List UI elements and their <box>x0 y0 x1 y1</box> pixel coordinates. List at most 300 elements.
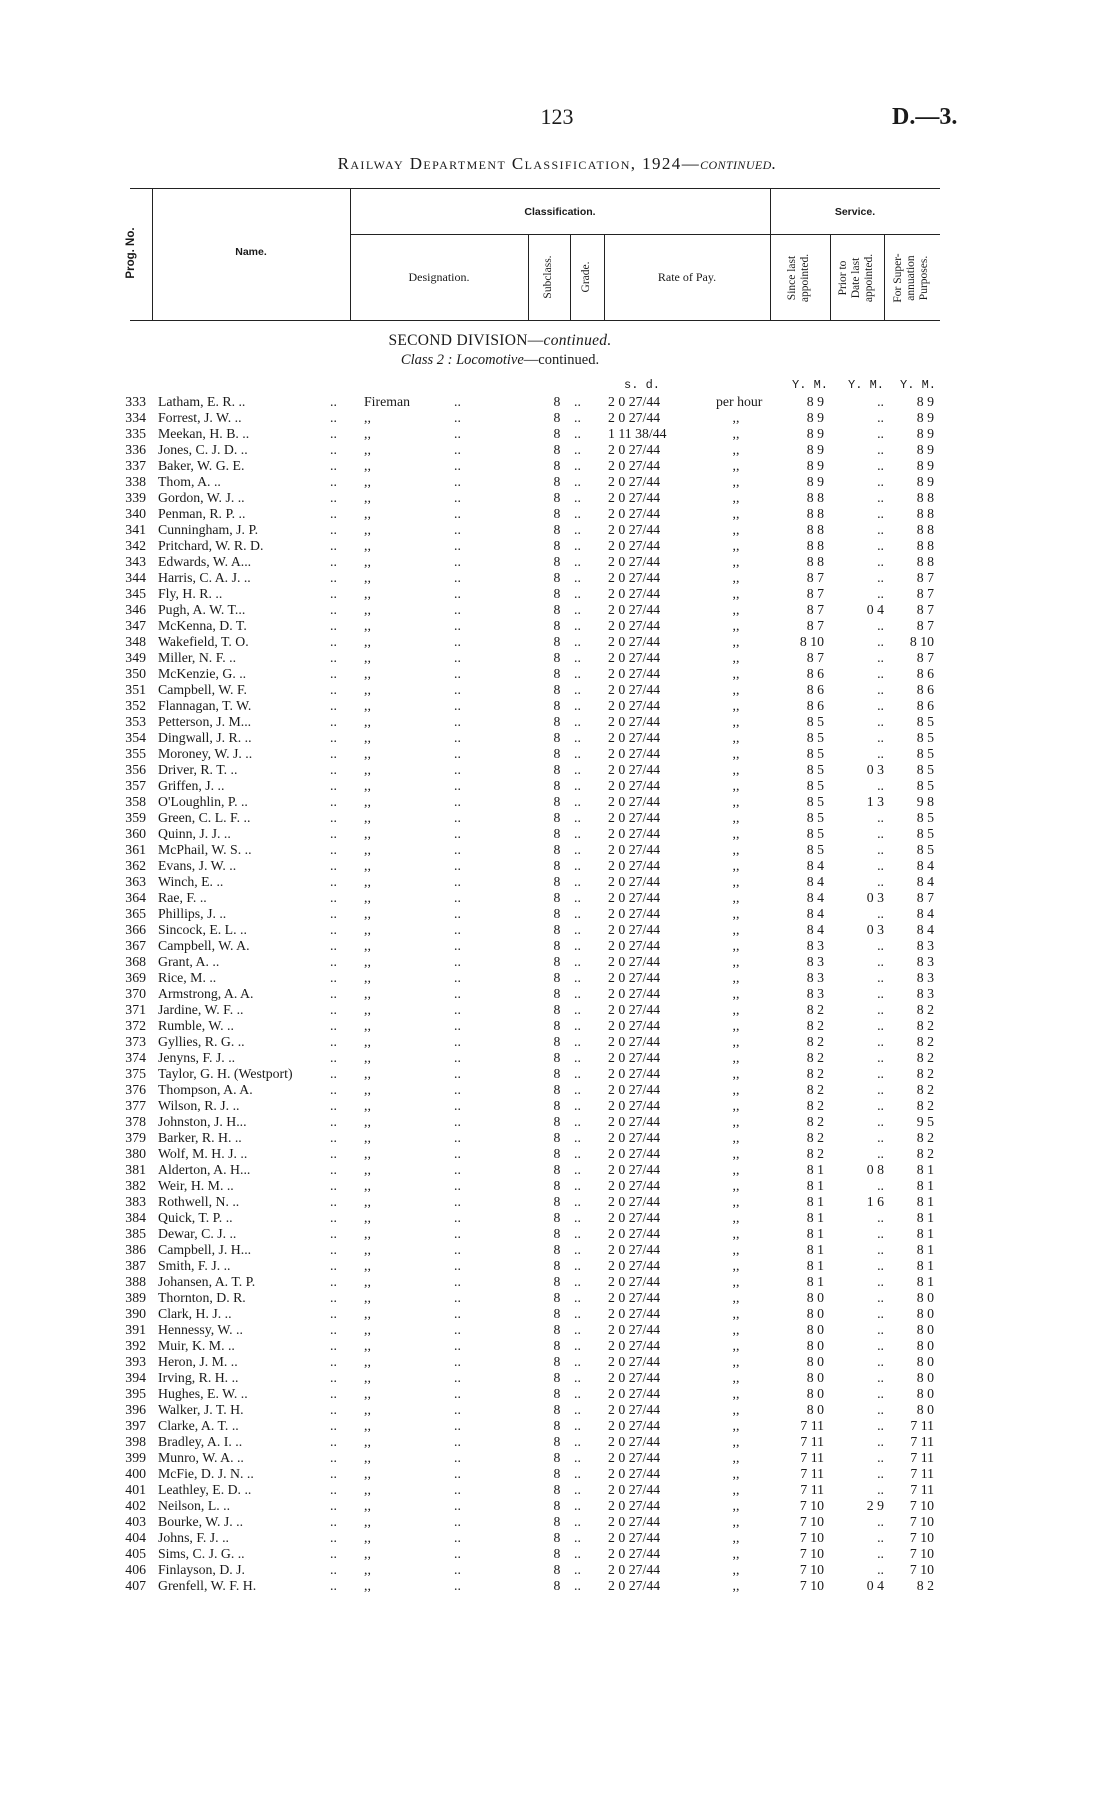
leader-dots: .. <box>330 426 337 441</box>
table-row <box>0 858 1114 874</box>
leader-dots: .. <box>454 762 461 777</box>
table-row <box>0 874 1114 890</box>
service-since-last: 8 2 <box>806 1050 824 1065</box>
subclass: 8 <box>553 1242 561 1257</box>
leader-dots: .. <box>454 1050 461 1065</box>
leader-dots: .. <box>574 906 581 921</box>
designation: Fireman <box>364 394 410 409</box>
employee-name: Dewar, C. J. .. <box>158 1226 237 1241</box>
rate-period: ,, <box>732 1546 740 1561</box>
designation: ,, <box>364 842 371 857</box>
service-prior: .. <box>877 1226 884 1241</box>
designation: ,, <box>364 1210 371 1225</box>
service-prior: .. <box>877 570 884 585</box>
row-number: 369 <box>125 970 146 985</box>
designation: ,, <box>364 1050 371 1065</box>
rate-of-pay: 2 0 27/44 <box>608 1210 661 1225</box>
service-prior: .. <box>877 938 884 953</box>
table-row <box>0 826 1114 842</box>
service-prior: 1 6 <box>866 1194 884 1209</box>
header-prior-to-date: Prior to Date last appointed. <box>837 253 875 303</box>
leader-dots: .. <box>330 810 337 825</box>
employee-name: O'Loughlin, P. .. <box>158 794 248 809</box>
leader-dots: .. <box>330 1258 337 1273</box>
leader-dots: .. <box>574 970 581 985</box>
rate-period: ,, <box>732 922 740 937</box>
row-number: 342 <box>125 538 146 553</box>
rate-of-pay: 2 0 27/44 <box>608 730 661 745</box>
designation: ,, <box>364 874 371 889</box>
subclass: 8 <box>553 394 561 409</box>
leader-dots: .. <box>574 1514 581 1529</box>
rate-period: ,, <box>732 1434 740 1449</box>
row-number: 352 <box>125 698 146 713</box>
leader-dots: .. <box>454 1162 461 1177</box>
row-number: 389 <box>125 1290 146 1305</box>
service-superannuation: 9 5 <box>916 1114 934 1129</box>
subclass: 8 <box>553 1146 561 1161</box>
service-prior: .. <box>877 1274 884 1289</box>
rate-of-pay: 2 0 27/44 <box>608 1226 661 1241</box>
row-number: 356 <box>125 762 146 777</box>
rate-of-pay: 2 0 27/44 <box>608 410 661 425</box>
employee-name: Johansen, A. T. P. <box>158 1274 256 1289</box>
leader-dots: .. <box>574 458 581 473</box>
rate-period: ,, <box>732 1322 740 1337</box>
leader-dots: .. <box>454 458 461 473</box>
leader-dots: .. <box>574 554 581 569</box>
leader-dots: .. <box>330 986 337 1001</box>
designation: ,, <box>364 1290 371 1305</box>
rate-of-pay: 2 0 27/44 <box>608 1434 661 1449</box>
leader-dots: .. <box>454 1418 461 1433</box>
table-row <box>0 506 1114 522</box>
row-number: 393 <box>125 1354 146 1369</box>
leader-dots: .. <box>454 1482 461 1497</box>
service-prior: .. <box>877 778 884 793</box>
designation: ,, <box>364 506 371 521</box>
designation: ,, <box>364 1258 371 1273</box>
service-superannuation: 8 7 <box>916 650 934 665</box>
table-row <box>0 698 1114 714</box>
service-prior: .. <box>877 1386 884 1401</box>
rate-period: ,, <box>732 522 740 537</box>
leader-dots: .. <box>454 810 461 825</box>
leader-dots: .. <box>454 490 461 505</box>
running-title <box>0 154 1114 174</box>
service-since-last: 8 4 <box>806 858 824 873</box>
subclass: 8 <box>553 890 561 905</box>
row-number: 388 <box>125 1274 146 1289</box>
leader-dots: .. <box>574 874 581 889</box>
service-since-last: 7 10 <box>799 1562 824 1577</box>
table-row <box>0 714 1114 730</box>
service-since-last: 7 11 <box>800 1434 824 1449</box>
rate-of-pay: 2 0 27/44 <box>608 826 661 841</box>
leader-dots: .. <box>454 778 461 793</box>
service-since-last: 8 9 <box>806 474 824 489</box>
rate-of-pay: 2 0 27/44 <box>608 922 661 937</box>
designation: ,, <box>364 1274 371 1289</box>
designation: ,, <box>364 1450 371 1465</box>
table-row <box>0 618 1114 634</box>
leader-dots: .. <box>454 1002 461 1017</box>
service-prior: .. <box>877 858 884 873</box>
service-prior: .. <box>877 618 884 633</box>
subclass: 8 <box>553 1018 561 1033</box>
leader-dots: .. <box>574 1322 581 1337</box>
employee-name: Gordon, W. J. .. <box>158 490 245 505</box>
table-row <box>0 1146 1114 1162</box>
leader-dots: .. <box>330 714 337 729</box>
service-prior: .. <box>877 1482 884 1497</box>
table-row <box>0 1274 1114 1290</box>
subclass: 8 <box>553 1530 561 1545</box>
service-since-last: 8 9 <box>806 458 824 473</box>
designation: ,, <box>364 746 371 761</box>
employee-name: Pugh, A. W. T... <box>158 602 246 617</box>
table-row <box>0 474 1114 490</box>
rate-of-pay: 2 0 27/44 <box>608 682 661 697</box>
rate-of-pay: 2 0 27/44 <box>608 1450 661 1465</box>
leader-dots: .. <box>454 1226 461 1241</box>
service-superannuation: 7 10 <box>909 1498 934 1513</box>
service-since-last: 8 7 <box>806 586 824 601</box>
service-since-last: 8 0 <box>806 1338 824 1353</box>
employee-name: Muir, K. M. .. <box>158 1338 235 1353</box>
leader-dots: .. <box>330 1466 337 1481</box>
service-superannuation: 8 8 <box>916 522 934 537</box>
subclass: 8 <box>553 1098 561 1113</box>
employee-name: Finlayson, D. J. <box>158 1562 246 1577</box>
leader-dots: .. <box>330 538 337 553</box>
rate-period: ,, <box>732 650 740 665</box>
service-prior: .. <box>877 1354 884 1369</box>
leader-dots: .. <box>574 1034 581 1049</box>
row-number: 367 <box>125 938 146 953</box>
service-superannuation: 8 2 <box>916 1146 934 1161</box>
leader-dots: .. <box>574 1210 581 1225</box>
leader-dots: .. <box>330 1146 337 1161</box>
leader-dots: .. <box>330 1482 337 1497</box>
service-prior: .. <box>877 426 884 441</box>
row-number: 339 <box>125 490 146 505</box>
service-superannuation: 8 6 <box>916 666 934 681</box>
rate-period: ,, <box>732 794 740 809</box>
row-number: 333 <box>125 394 146 409</box>
table-row <box>0 1498 1114 1514</box>
employee-name: Quick, T. P. .. <box>158 1210 233 1225</box>
employee-name: Irving, R. H. .. <box>158 1370 239 1385</box>
table-row <box>0 1178 1114 1194</box>
rate-of-pay: 2 0 27/44 <box>608 506 661 521</box>
service-prior: .. <box>877 1450 884 1465</box>
units-rate: s. d. <box>624 378 661 392</box>
service-prior: .. <box>877 1114 884 1129</box>
subclass: 8 <box>553 714 561 729</box>
employee-name: Rae, F. .. <box>158 890 207 905</box>
table-row <box>0 1162 1114 1178</box>
leader-dots: .. <box>330 954 337 969</box>
rate-period: ,, <box>732 586 740 601</box>
subclass: 8 <box>553 1002 561 1017</box>
class-heading <box>300 352 700 369</box>
rate-period: ,, <box>732 1098 740 1113</box>
service-prior: .. <box>877 666 884 681</box>
employee-name: Campbell, J. H... <box>158 1242 252 1257</box>
rate-of-pay: 2 0 27/44 <box>608 1162 661 1177</box>
leader-dots: .. <box>574 730 581 745</box>
rate-period: ,, <box>732 810 740 825</box>
service-since-last: 8 9 <box>806 442 824 457</box>
employee-name: Flannagan, T. W. <box>158 698 252 713</box>
service-prior: .. <box>877 1034 884 1049</box>
leader-dots: .. <box>454 394 461 409</box>
table-row <box>0 1050 1114 1066</box>
rate-period: ,, <box>732 1130 740 1145</box>
row-number: 397 <box>125 1418 146 1433</box>
leader-dots: .. <box>454 1082 461 1097</box>
designation: ,, <box>364 1178 371 1193</box>
row-number: 371 <box>125 1002 146 1017</box>
rate-period: ,, <box>732 554 740 569</box>
service-since-last: 8 2 <box>806 1018 824 1033</box>
designation: ,, <box>364 554 371 569</box>
table-row <box>0 1466 1114 1482</box>
leader-dots: .. <box>574 394 581 409</box>
leader-dots: .. <box>574 1562 581 1577</box>
employee-name: Gyllies, R. G. .. <box>158 1034 245 1049</box>
rate-period: ,, <box>732 1050 740 1065</box>
service-since-last: 8 2 <box>806 1146 824 1161</box>
employee-name: Jardine, W. F. .. <box>158 1002 244 1017</box>
leader-dots: .. <box>454 442 461 457</box>
leader-dots: .. <box>330 1498 337 1513</box>
leader-dots: .. <box>454 586 461 601</box>
leader-dots: .. <box>574 986 581 1001</box>
leader-dots: .. <box>454 1274 461 1289</box>
leader-dots: .. <box>574 1050 581 1065</box>
leader-dots: .. <box>574 938 581 953</box>
table-row <box>0 538 1114 554</box>
leader-dots: .. <box>330 1178 337 1193</box>
leader-dots: .. <box>454 1338 461 1353</box>
employee-name: Cunningham, J. P. <box>158 522 259 537</box>
leader-dots: .. <box>574 714 581 729</box>
rate-period: ,, <box>732 1306 740 1321</box>
service-since-last: 7 10 <box>799 1546 824 1561</box>
employee-name: Thom, A. .. <box>158 474 221 489</box>
service-prior: 0 3 <box>866 762 884 777</box>
leader-dots: .. <box>454 618 461 633</box>
rate-period: ,, <box>732 1194 740 1209</box>
leader-dots: .. <box>454 1114 461 1129</box>
rate-of-pay: 2 0 27/44 <box>608 1354 661 1369</box>
table-row <box>0 1290 1114 1306</box>
rate-period: ,, <box>732 1514 740 1529</box>
subclass: 8 <box>553 410 561 425</box>
header-rate-of-pay: Rate of Pay. <box>657 270 717 284</box>
subclass: 8 <box>553 1418 561 1433</box>
service-since-last: 8 5 <box>806 762 824 777</box>
row-number: 340 <box>125 506 146 521</box>
subclass: 8 <box>553 1130 561 1145</box>
leader-dots: .. <box>454 1290 461 1305</box>
subclass: 8 <box>553 618 561 633</box>
service-superannuation: 8 4 <box>916 922 934 937</box>
leader-dots: .. <box>454 1370 461 1385</box>
service-superannuation: 8 2 <box>916 1002 934 1017</box>
row-number: 405 <box>125 1546 146 1561</box>
leader-dots: .. <box>330 602 337 617</box>
service-superannuation: 8 5 <box>916 714 934 729</box>
employee-name: Taylor, G. H. (Westport) <box>158 1066 293 1081</box>
rate-period: ,, <box>732 1114 740 1129</box>
employee-name: Sims, C. J. G. .. <box>158 1546 245 1561</box>
row-number: 351 <box>125 682 146 697</box>
designation: ,, <box>364 1306 371 1321</box>
rate-of-pay: 2 0 27/44 <box>608 1194 661 1209</box>
employee-name: Harris, C. A. J. .. <box>158 570 251 585</box>
service-prior: .. <box>877 1146 884 1161</box>
rate-of-pay: 2 0 27/44 <box>608 634 661 649</box>
employee-name: Penman, R. P. .. <box>158 506 246 521</box>
leader-dots: .. <box>330 730 337 745</box>
service-prior: .. <box>877 1290 884 1305</box>
rate-period: ,, <box>732 1210 740 1225</box>
row-number: 407 <box>125 1578 146 1593</box>
service-superannuation: 8 9 <box>916 458 934 473</box>
table-row <box>0 1450 1114 1466</box>
rate-of-pay: 2 0 27/44 <box>608 1482 661 1497</box>
leader-dots: .. <box>454 554 461 569</box>
service-since-last: 8 1 <box>806 1258 824 1273</box>
service-since-last: 8 3 <box>806 954 824 969</box>
table-row <box>0 394 1114 410</box>
leader-dots: .. <box>454 666 461 681</box>
leader-dots: .. <box>330 778 337 793</box>
table-row <box>0 890 1114 906</box>
subclass: 8 <box>553 1066 561 1081</box>
table-row <box>0 794 1114 810</box>
service-superannuation: 9 8 <box>916 794 934 809</box>
service-since-last: 8 10 <box>799 634 824 649</box>
service-since-last: 8 8 <box>806 490 824 505</box>
subclass: 8 <box>553 682 561 697</box>
rate-of-pay: 2 0 27/44 <box>608 1114 661 1129</box>
leader-dots: .. <box>330 1434 337 1449</box>
header-vline-designation <box>528 234 529 320</box>
subclass: 8 <box>553 474 561 489</box>
leader-dots: .. <box>330 618 337 633</box>
rate-of-pay: 2 0 27/44 <box>608 1562 661 1577</box>
rate-period: ,, <box>732 1354 740 1369</box>
table-row <box>0 1034 1114 1050</box>
rate-period: ,, <box>732 1498 740 1513</box>
service-prior: .. <box>877 490 884 505</box>
leader-dots: .. <box>574 1434 581 1449</box>
service-prior: .. <box>877 810 884 825</box>
service-since-last: 8 0 <box>806 1290 824 1305</box>
employee-name: Driver, R. T. .. <box>158 762 238 777</box>
table-row <box>0 442 1114 458</box>
leader-dots: .. <box>574 1018 581 1033</box>
employee-name: Grenfell, W. F. H. <box>158 1578 257 1593</box>
employee-name: Winch, E. .. <box>158 874 224 889</box>
row-number: 357 <box>125 778 146 793</box>
leader-dots: .. <box>454 842 461 857</box>
leader-dots: .. <box>330 634 337 649</box>
row-number: 395 <box>125 1386 146 1401</box>
table-row <box>0 1434 1114 1450</box>
service-prior: .. <box>877 906 884 921</box>
table-row <box>0 458 1114 474</box>
leader-dots: .. <box>330 1114 337 1129</box>
table-row <box>0 682 1114 698</box>
leader-dots: .. <box>454 538 461 553</box>
designation: ,, <box>364 1322 371 1337</box>
rate-period: ,, <box>732 490 740 505</box>
service-prior: .. <box>877 1258 884 1273</box>
service-since-last: 8 5 <box>806 810 824 825</box>
designation: ,, <box>364 810 371 825</box>
designation: ,, <box>364 410 371 425</box>
rate-of-pay: 2 0 27/44 <box>608 1514 661 1529</box>
table-row <box>0 1370 1114 1386</box>
row-number: 377 <box>125 1098 146 1113</box>
leader-dots: .. <box>330 762 337 777</box>
service-since-last: 8 2 <box>806 1066 824 1081</box>
table-row <box>0 970 1114 986</box>
table-row <box>0 522 1114 538</box>
leader-dots: .. <box>574 1258 581 1273</box>
service-prior: .. <box>877 1130 884 1145</box>
header-bottom-rule <box>130 320 940 321</box>
rate-of-pay: 2 0 27/44 <box>608 874 661 889</box>
header-vline-subclass <box>570 234 571 320</box>
service-superannuation: 8 5 <box>916 842 934 857</box>
leader-dots: .. <box>330 506 337 521</box>
rate-of-pay: 2 0 27/44 <box>608 602 661 617</box>
subclass: 8 <box>553 1082 561 1097</box>
employee-name: Edwards, W. A... <box>158 554 252 569</box>
employee-name: Moroney, W. J. .. <box>158 746 253 761</box>
leader-dots: .. <box>454 874 461 889</box>
leader-dots: .. <box>454 506 461 521</box>
service-since-last: 8 0 <box>806 1370 824 1385</box>
row-number: 379 <box>125 1130 146 1145</box>
subclass: 8 <box>553 1434 561 1449</box>
service-prior: .. <box>877 650 884 665</box>
leader-dots: .. <box>454 682 461 697</box>
row-number: 396 <box>125 1402 146 1417</box>
subclass: 8 <box>553 538 561 553</box>
subclass: 8 <box>553 746 561 761</box>
subclass: 8 <box>553 1050 561 1065</box>
subclass: 8 <box>553 554 561 569</box>
leader-dots: .. <box>574 634 581 649</box>
service-prior: .. <box>877 394 884 409</box>
rate-period: ,, <box>732 954 740 969</box>
units-since: Y. M. <box>792 378 829 392</box>
header-classification: Classification. <box>524 206 596 218</box>
designation: ,, <box>364 1370 371 1385</box>
designation: ,, <box>364 538 371 553</box>
service-prior: 0 8 <box>866 1162 884 1177</box>
rate-period: ,, <box>732 762 740 777</box>
rate-period: ,, <box>732 1274 740 1289</box>
leader-dots: .. <box>454 906 461 921</box>
